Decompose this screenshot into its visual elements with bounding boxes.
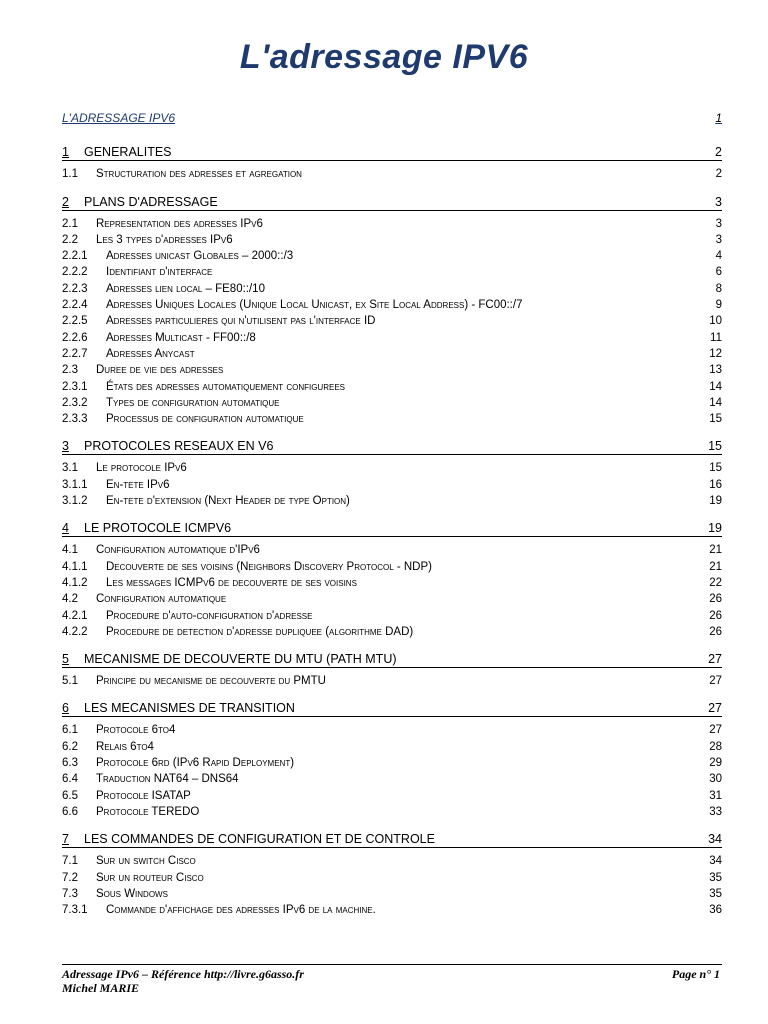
toc-entry-label: Configuration automatique d'IPv6 [96,544,260,557]
toc-entry[interactable] [62,542,722,558]
toc-entry[interactable] [62,739,722,755]
toc-entry[interactable] [62,232,722,248]
toc-entry[interactable] [62,216,722,232]
toc-entry-label: Adresses Uniques Locales (Unique Local Unicast, ex Site Local Address) - FC00::/7 [106,299,523,312]
toc-entry-label: Les 3 types d'adresses IPv6 [96,233,233,246]
toc-entry[interactable] [62,362,722,378]
toc-entry-number: 3.1 [62,462,78,475]
toc-entry-page: 14 [709,396,722,409]
toc-entry-page: 4 [715,250,722,263]
toc-entry[interactable] [62,559,722,575]
toc-entry-number: 7.2 [62,871,78,884]
toc-entry-number: 2.2 [62,233,78,246]
toc-entry-label: Adresses unicast Globales – 2000::/3 [106,250,294,263]
toc-entry-number: 7 [62,832,69,847]
toc-entry-label: Protocole TEREDO [96,805,200,818]
toc-entry-label: Sous Windows [96,887,168,900]
toc-entry-number: 5 [62,652,69,667]
toc-entry[interactable] [62,477,722,493]
toc-entry-number: 2.3.2 [62,396,88,409]
toc-entry-number: 3.1.2 [62,495,88,508]
toc-entry[interactable] [62,673,722,689]
toc-entry-number: 6.6 [62,805,78,818]
toc-entry-label: Adresses Multicast - FF00::/8 [106,331,256,344]
toc-entry-page: 2 [715,145,722,160]
toc-entry[interactable] [62,281,722,297]
toc-entry-label: LES COMMANDES DE CONFIGURATION ET DE CONTROLE [84,832,435,847]
toc-entry[interactable] [62,591,722,607]
toc-entry-number: 2 [62,194,69,209]
toc-entry-page: 8 [715,282,722,295]
toc-entry-page: 28 [709,740,722,753]
toc-entry-label: En-tete IPv6 [106,478,170,491]
toc-entry-page: 31 [709,789,722,802]
toc-entry[interactable] [62,346,722,362]
toc-entry-number: 4.1 [62,544,78,557]
toc-entry-label: Duree de vie des adresses [96,364,224,377]
toc-entry-label: Types de configuration automatique [106,396,280,409]
toc-entry-page: 27 [708,701,722,716]
document-title: L'adressage IPV6 [239,38,529,76]
toc-entry[interactable] [62,771,722,787]
toc-entry-label: Le protocole IPv6 [96,462,187,475]
toc-entry[interactable] [62,144,722,161]
toc-entry-page: 30 [709,773,722,786]
toc-entry[interactable] [62,608,722,624]
toc-entry-page: 3 [715,217,722,230]
toc-entry-page: 26 [709,609,722,622]
toc-entry-number: 2.2.7 [62,347,88,360]
toc-entry-label: Commande d'affichage des adresses IPv6 de la machine. [106,904,376,917]
toc-entry[interactable] [62,411,722,427]
toc-entry[interactable] [62,297,722,313]
toc-entry-page: 9 [715,299,722,312]
toc-entry[interactable] [62,493,722,509]
toc-entry-label: Representation des adresses IPv6 [96,217,263,230]
toc-entry-number: 2.2.2 [62,266,88,279]
toc-entry-number: 4.1.2 [62,576,88,589]
toc-entry[interactable] [62,755,722,771]
toc-entry-label: PROTOCOLES RESEAUX EN V6 [84,439,274,454]
toc-entry-page: 27 [708,652,722,667]
toc-entry[interactable] [62,395,722,411]
toc-entry-label: États des adresses automatiquement configurees [106,380,345,393]
toc-entry[interactable] [62,870,722,886]
toc-entry[interactable] [62,788,722,804]
toc-entry-label: Procedure d'auto-configuration d'adresse [106,609,313,622]
toc-entry[interactable] [62,313,722,329]
toc-entry-label: Identifiant d'interface [106,266,213,279]
toc-entry-page: 35 [709,871,722,884]
toc-entry-page: 19 [709,495,722,508]
toc-entry-page: 1 [715,111,722,125]
toc-entry-number: 2.2.4 [62,299,88,312]
toc-entry[interactable] [62,831,722,848]
footer-author: Michel MARIE [62,981,140,995]
toc-entry-page: 14 [709,380,722,393]
toc-entry[interactable] [62,575,722,591]
toc-entry-number: 2.3.1 [62,380,88,393]
toc-entry-label: Sur un switch Cisco [96,855,196,868]
toc-entry-page: 26 [709,593,722,606]
toc-entry-number: 4.1.1 [62,560,88,573]
toc-entry-label: Protocole ISATAP [96,789,191,802]
toc-entry-page: 34 [709,855,722,868]
toc-entry[interactable] [62,166,722,182]
toc-entry[interactable] [62,700,722,717]
toc-entry-page: 13 [709,364,722,377]
toc-entry-label: En-tete d'extension (Next Header de type Option) [106,495,350,508]
toc-entry-label: Adresses lien local – FE80::/10 [106,282,265,295]
toc-entry-page: 11 [710,331,722,344]
toc-entry-label: MECANISME DE DECOUVERTE DU MTU (PATH MTU) [84,652,397,667]
toc-entry-number: 7.3 [62,887,78,900]
toc-entry-page: 27 [709,675,722,688]
toc-entry-page: 16 [709,478,722,491]
toc-entry-number: 2.2.1 [62,250,88,263]
toc-entry-number: 6.5 [62,789,78,802]
toc-entry[interactable] [62,520,722,537]
toc-entry-page: 15 [709,462,722,475]
toc-entry-number: 3 [62,439,69,454]
toc-entry[interactable] [62,651,722,668]
toc-entry-label: Structuration des adresses et agregation [96,168,302,181]
toc-entry-label: Configuration automatique [96,593,227,606]
toc-entry-number: 2.2.6 [62,331,88,344]
toc-entry-number: 4.2.1 [62,609,88,622]
toc-entry-number: 4.2.2 [62,625,88,638]
toc-entry-label: Decouverte de ses voisins (Neighbors Discovery Protocol - NDP) [106,560,432,573]
toc-entry-number: 6.2 [62,740,78,753]
toc-entry-number: 6 [62,701,69,716]
toc-entry-number: 2.2.5 [62,315,88,328]
toc-entry-label: Protocole 6rd (IPv6 Rapid Deployment) [96,757,295,770]
toc-entry[interactable] [62,110,722,126]
toc-entry-label: Traduction NAT64 – DNS64 [96,773,239,786]
toc-entry-number: 4 [62,521,69,536]
toc-entry-page: 3 [715,233,722,246]
toc-entry-number: 5.1 [62,675,78,688]
toc-entry-number: 2.3.3 [62,413,88,426]
toc-entry-number: 6.4 [62,773,78,786]
toc-entry-label: Les messages ICMPv6 de decouverte de ses voisins [106,576,357,589]
toc-entry-label: L'ADRESSAGE IPV6 [62,111,176,125]
toc-entry-label: Processus de configuration automatique [106,413,304,426]
toc-entry[interactable] [62,438,722,455]
toc-entry[interactable] [62,853,722,869]
toc-entry-number: 6.3 [62,757,78,770]
toc-entry-page: 22 [709,576,722,589]
toc-entry-label: GENERALITES [84,145,172,160]
toc-entry[interactable] [62,330,722,346]
toc-entry-number: 6.1 [62,724,78,737]
page-footer [62,964,722,995]
toc-entry-label: Adresses particulieres qui n'utilisent pas l'interface ID [106,315,376,328]
toc-entry-page: 26 [709,625,722,638]
toc-entry[interactable] [62,902,722,918]
toc-entry-number: 1 [62,145,69,160]
toc-entry-page: 29 [709,757,722,770]
toc-entry-label: Sur un routeur Cisco [96,871,204,884]
toc-entry-label: Adresses Anycast [106,347,195,360]
toc-entry[interactable] [62,264,722,280]
toc-entry-number: 7.3.1 [62,904,88,917]
toc-entry-label: Procedure de detection d'adresse dupliquee (algorithme DAD) [106,625,414,638]
toc-entry-page: 27 [709,724,722,737]
toc-entry-number: 2.1 [62,217,78,230]
toc-entry-page: 21 [709,560,722,573]
toc-entry-label: LES MECANISMES DE TRANSITION [84,701,295,716]
toc-entry-page: 34 [708,832,722,847]
toc-entry-page: 15 [708,439,722,454]
toc-entry-label: Principe du mecanisme de decouverte du PMTU [96,675,326,688]
toc-entry-label: PLANS D'ADRESSAGE [84,194,218,209]
toc-entry-page: 33 [709,805,722,818]
toc-entry[interactable] [62,194,722,211]
toc-entry[interactable] [62,722,722,738]
footer-page-number: Page n° 1 [671,967,720,981]
toc-entry-page: 19 [708,521,722,536]
toc-entry-label: Protocole 6to4 [96,724,176,737]
toc-entry-page: 2 [715,168,722,181]
toc-entry-page: 6 [715,266,722,279]
toc-entry-page: 36 [709,904,722,917]
toc-entry[interactable] [62,248,722,264]
toc-entry-page: 10 [709,315,722,328]
toc-entry-number: 3.1.1 [62,478,88,491]
toc-entry-number: 4.2 [62,593,78,606]
toc-entry-number: 1.1 [62,168,78,181]
toc-entry[interactable] [62,804,722,820]
toc-entry-page: 12 [709,347,722,360]
toc-entry[interactable] [62,460,722,476]
toc-entry[interactable] [62,379,722,395]
toc-entry[interactable] [62,624,722,640]
toc-entry[interactable] [62,886,722,902]
table-of-contents [62,110,722,918]
toc-entry-page: 35 [709,887,722,900]
toc-entry-page: 15 [709,413,722,426]
toc-entry-label: Relais 6to4 [96,740,154,753]
toc-entry-label: LE PROTOCOLE ICMPV6 [84,521,232,536]
toc-entry-page: 3 [715,194,722,209]
footer-reference: Adressage IPv6 – Référence http://livre.g6asso.fr [62,967,304,981]
toc-entry-number: 2.2.3 [62,282,88,295]
toc-entry-number: 7.1 [62,855,78,868]
toc-entry-page: 21 [709,544,722,557]
toc-entry-number: 2.3 [62,364,78,377]
